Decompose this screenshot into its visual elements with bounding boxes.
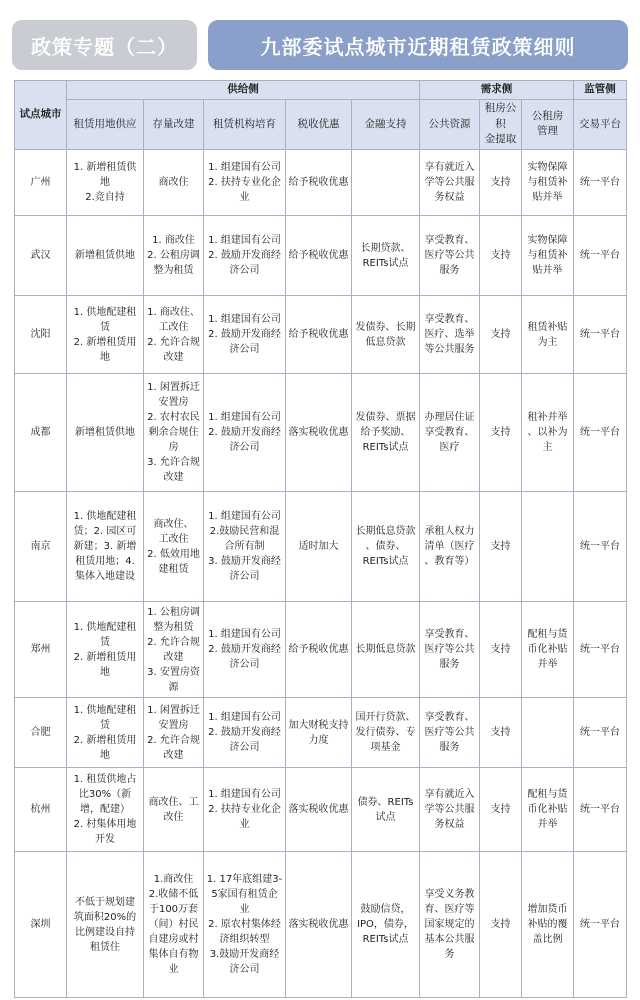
policy-cell — [522, 150, 574, 216]
policy-cell-text: 1. 组建国有公司 2.鼓励民营和混 合所有制 3. 鼓励开发商经 济公司 — [208, 511, 281, 582]
regulation-group-header: 监管侧 — [574, 81, 627, 100]
policy-cell-text: 1. 组建国有公司 2. 鼓励开发商经 济公司 — [208, 235, 281, 276]
policy-cell — [480, 492, 522, 602]
policy-cell-text: 配租与货 币化补贴 并举 — [527, 629, 568, 670]
policy-cell — [574, 150, 627, 216]
policy-cell-text: 1. 组建国有公司 2. 鼓励开发商经 济公司 — [208, 314, 281, 355]
policy-cell-text: 1. 租赁供地占 比30%（新 增，配建） 2. 村集体用地 开发 — [73, 774, 137, 845]
column-header-label: 租赁用地供应 — [73, 117, 137, 130]
policy-cell — [420, 768, 480, 852]
policy-cell-text: 长期低息贷款 — [355, 644, 416, 655]
policy-cell-text: 支持 — [490, 427, 511, 438]
policy-cell — [144, 852, 204, 998]
policy-cell-text: 1. 商改住、 工改住 2. 允许合规 改建 — [147, 306, 200, 363]
policy-cell-text: 支持 — [490, 919, 511, 930]
policy-cell — [286, 698, 352, 768]
policy-cell — [420, 852, 480, 998]
policy-cell — [204, 374, 286, 492]
policy-cell — [144, 216, 204, 296]
policy-cell-text: 给予税收优惠 — [288, 177, 349, 188]
policy-cell — [522, 602, 574, 698]
column-header-label: 金融支持 — [364, 117, 407, 130]
policy-cell — [204, 852, 286, 998]
policy-cell-text: 统一平台 — [580, 427, 621, 438]
policy-cell — [480, 296, 522, 374]
policy-cell — [352, 296, 420, 374]
policy-cell-text: 落实税收优惠 — [288, 427, 349, 438]
city-column-header: 试点城市 — [15, 81, 67, 150]
column-header — [480, 99, 522, 149]
policy-cell-text: 不低于规划建 筑面积20%的 比例建设自持 租赁住 — [73, 896, 137, 953]
policy-cell — [522, 492, 574, 602]
policy-cell-text: 1. 供地配建租 赁 2. 新增租赁用 地 — [73, 621, 137, 678]
policy-cell-text: 1. 公租房调 整为租赁 2. 允许合规 改建 3. 安置房资 源 — [147, 606, 200, 693]
policy-cell — [420, 216, 480, 296]
policy-cell-text: 给予税收优惠 — [288, 644, 349, 655]
policy-cell — [67, 150, 144, 216]
column-header-label: 租房公积 金提取 — [484, 101, 517, 146]
policy-cell — [286, 296, 352, 374]
policy-cell — [420, 698, 480, 768]
policy-cell — [420, 602, 480, 698]
policy-cell — [67, 492, 144, 602]
policy-cell-text: 发债券、票据 给予奖励、 REITs试点 — [355, 412, 416, 453]
city-cell: 成都 — [15, 374, 67, 492]
policy-cell — [480, 698, 522, 768]
policy-cell — [204, 768, 286, 852]
policy-cell-text: 1. 17年底组建3- 5家国有租赁企 业 2. 原农村集体经 济组织转型 3.鼓励开发商经 济公司 — [206, 874, 283, 975]
city-cell: 杭州 — [15, 768, 67, 852]
policy-cell — [67, 852, 144, 998]
policy-cell — [204, 150, 286, 216]
policy-cell-text: 1. 组建国有公司 2. 鼓励开发商经 济公司 — [208, 712, 281, 753]
policy-cell — [286, 602, 352, 698]
policy-cell — [420, 492, 480, 602]
policy-cell-text: 给予税收优惠 — [288, 329, 349, 340]
column-header-label: 租赁机构培育 — [213, 117, 276, 130]
policy-cell — [574, 602, 627, 698]
policy-cell — [574, 296, 627, 374]
policy-cell — [352, 852, 420, 998]
policy-cell — [574, 698, 627, 768]
policy-cell-text: 落实税收优惠 — [288, 804, 349, 815]
policy-cell — [144, 492, 204, 602]
policy-cell-text: 享有就近入 学等公共服 务权益 — [424, 789, 475, 830]
policy-cell-text: 统一平台 — [580, 644, 621, 655]
policy-cell-text: 加大财税支持 力度 — [288, 719, 349, 746]
policy-cell-text: 配租与货 币化补贴 并举 — [527, 789, 568, 830]
policy-cell — [67, 698, 144, 768]
column-header — [67, 99, 144, 149]
policy-cell — [522, 216, 574, 296]
policy-cell — [204, 492, 286, 602]
column-header-label: 公租房 管理 — [531, 109, 564, 138]
policy-cell-text: 1. 闲置拆迁 安置房 2. 允许合规 改建 — [147, 704, 200, 761]
policy-cell-text: 1. 闲置拆迁 安置房 2. 农村农民 剩余合规住 房 3. 允许合规 改建 — [147, 382, 200, 483]
policy-cell-text: 1. 组建国有公司 2. 鼓励开发商经 济公司 — [208, 629, 281, 670]
policy-cell — [352, 150, 420, 216]
policy-cell-text: 享受教育、 医疗等公共 服务 — [424, 235, 475, 276]
policy-cell — [574, 768, 627, 852]
column-header — [286, 99, 352, 149]
table-row — [15, 150, 627, 216]
policy-cell — [574, 852, 627, 998]
city-cell: 南京 — [15, 492, 67, 602]
policy-cell-text: 享受教育、 医疗、选举 等公共服务 — [424, 314, 475, 355]
policy-cell — [144, 374, 204, 492]
policy-cell — [480, 852, 522, 998]
policy-cell — [204, 698, 286, 768]
policy-cell — [522, 852, 574, 998]
policy-cell-text: 办理居住证 享受教育、 医疗 — [424, 412, 475, 453]
column-header — [522, 99, 574, 149]
policy-cell — [352, 374, 420, 492]
policy-cell — [286, 768, 352, 852]
policy-cell — [352, 216, 420, 296]
policy-cell-text: 新增租赁供地 — [75, 250, 135, 261]
policy-cell-text: 支持 — [490, 541, 511, 552]
policy-cell — [204, 296, 286, 374]
policy-cell — [574, 374, 627, 492]
column-header-label: 税收优惠 — [297, 117, 340, 130]
policy-cell-text: 统一平台 — [580, 541, 621, 552]
topic-tag: 政策专题（二） — [12, 20, 197, 70]
policy-cell — [522, 768, 574, 852]
policy-cell — [144, 150, 204, 216]
table-row — [15, 698, 627, 768]
page-header — [12, 20, 628, 70]
policy-cell-text: 统一平台 — [580, 329, 621, 340]
city-cell: 广州 — [15, 150, 67, 216]
page-title: 九部委试点城市近期租赁政策细则 — [208, 20, 628, 70]
column-header — [204, 99, 286, 149]
city-cell: 深圳 — [15, 852, 67, 998]
policy-cell — [67, 602, 144, 698]
policy-cell-text: 支持 — [490, 644, 511, 655]
column-header — [144, 99, 204, 149]
policy-cell — [352, 698, 420, 768]
policy-cell-text: 享有就近入 学等公共服 务权益 — [424, 162, 475, 203]
policy-cell-text: 商改住、工 改住 — [148, 796, 199, 823]
policy-cell — [522, 698, 574, 768]
policy-cell-text: 增加货币 补贴的覆 盖比例 — [527, 904, 568, 945]
policy-cell-text: 债券、REITs 试点 — [357, 796, 414, 823]
city-cell: 沈阳 — [15, 296, 67, 374]
policy-table — [14, 80, 627, 998]
policy-cell-text: 租赁补贴 为主 — [527, 321, 568, 348]
policy-cell-text: 享受教育、 医疗等公共 服务 — [424, 712, 475, 753]
column-header — [420, 99, 480, 149]
policy-cell-text: 1. 组建国有公司 2. 扶持专业化企 业 — [208, 162, 281, 203]
policy-cell-text: 商改住 — [158, 177, 189, 188]
policy-cell — [286, 852, 352, 998]
policy-cell — [204, 602, 286, 698]
policy-cell — [522, 374, 574, 492]
policy-cell-text: 1. 组建国有公司 2. 鼓励开发商经 济公司 — [208, 412, 281, 453]
table-row — [15, 492, 627, 602]
policy-cell-text: 新增租赁供地 — [75, 427, 135, 438]
policy-cell-text: 实物保障 与租赁补 贴并举 — [527, 162, 568, 203]
policy-cell-text: 支持 — [490, 727, 511, 738]
policy-cell — [352, 492, 420, 602]
policy-cell — [286, 150, 352, 216]
policy-cell-text: 1.商改住 2.收储不低 于100万套 （间）村民 自建房或村 集体自有物 业 — [148, 874, 199, 975]
column-header-label: 存量改建 — [152, 117, 195, 130]
policy-cell — [352, 768, 420, 852]
policy-cell — [144, 296, 204, 374]
supply-group-header: 供给侧 — [67, 81, 420, 100]
column-header — [352, 99, 420, 149]
policy-cell — [144, 698, 204, 768]
policy-cell-text: 适时加大 — [298, 541, 339, 552]
policy-cell-text: 发债券、长期 低息贷款 — [355, 321, 416, 348]
policy-cell-text: 长期低息贷款 、债券、 REITs试点 — [355, 526, 416, 567]
policy-cell — [67, 296, 144, 374]
policy-cell-text: 承租人权力 清单（医疗 、教育等） — [424, 526, 475, 567]
table-row — [15, 374, 627, 492]
policy-cell — [480, 150, 522, 216]
table-row — [15, 216, 627, 296]
policy-cell-text: 1. 供地配建租 赁 2. 新增租赁用 地 — [73, 306, 137, 363]
policy-cell-text: 统一平台 — [580, 804, 621, 815]
policy-cell-text: 统一平台 — [580, 177, 621, 188]
policy-cell-text: 统一平台 — [580, 727, 621, 738]
policy-cell-text: 1. 供地配建租 赁 2. 新增租赁用 地 — [73, 704, 137, 761]
policy-cell-text: 支持 — [490, 250, 511, 261]
policy-cell — [286, 216, 352, 296]
table-row — [15, 602, 627, 698]
policy-cell-text: 落实税收优惠 — [288, 919, 349, 930]
policy-cell-text: 1. 供地配建租 赁；2. 园区可 新建；3. 新增 租赁用地；4. 集体入地建设 — [73, 511, 137, 582]
policy-cell — [144, 768, 204, 852]
policy-cell-text: 商改住、 工改住 2. 低效用地 建租赁 — [147, 518, 200, 575]
policy-cell-text: 支持 — [490, 329, 511, 340]
policy-cell-text: 国开行贷款、 发行债券、专 项基金 — [355, 712, 416, 753]
policy-cell — [420, 296, 480, 374]
policy-cell — [286, 492, 352, 602]
policy-cell-text: 租补并举 、以补为 主 — [527, 412, 568, 453]
column-header-label: 交易平台 — [579, 117, 622, 130]
city-cell: 合肥 — [15, 698, 67, 768]
table-row — [15, 768, 627, 852]
policy-cell-text: 给予税收优惠 — [288, 250, 349, 261]
policy-cell — [522, 296, 574, 374]
policy-cell — [420, 374, 480, 492]
policy-cell — [67, 374, 144, 492]
policy-cell-text: 实物保障 与租赁补 贴并举 — [527, 235, 568, 276]
policy-cell-text: 统一平台 — [580, 250, 621, 261]
policy-cell — [144, 602, 204, 698]
policy-cell-text: 鼓励信贷， IPO，债券， REITs试点 — [357, 904, 414, 945]
table-row — [15, 296, 627, 374]
demand-group-header: 需求侧 — [420, 81, 574, 100]
city-cell: 武汉 — [15, 216, 67, 296]
policy-cell-text: 1. 组建国有公司 2. 扶持专业化企 业 — [208, 789, 281, 830]
column-header-label: 公共资源 — [428, 117, 471, 130]
policy-cell — [480, 768, 522, 852]
policy-cell — [574, 216, 627, 296]
policy-cell — [286, 374, 352, 492]
policy-cell — [574, 492, 627, 602]
city-cell: 郑州 — [15, 602, 67, 698]
policy-cell — [420, 150, 480, 216]
policy-cell-text: 支持 — [490, 804, 511, 815]
policy-cell — [480, 374, 522, 492]
policy-cell — [67, 216, 144, 296]
table-row — [15, 852, 627, 998]
policy-cell-text: 1. 商改住 2. 公租房调 整为租赁 — [147, 235, 200, 276]
policy-cell — [480, 216, 522, 296]
policy-cell — [204, 216, 286, 296]
policy-cell — [67, 768, 144, 852]
policy-cell — [352, 602, 420, 698]
policy-cell-text: 支持 — [490, 177, 511, 188]
policy-cell-text: 1. 新增租赁供 地 2.竞自持 — [73, 162, 137, 203]
policy-cell-text: 享受义务教 育、医疗等 国家规定的 基本公共服 务 — [424, 889, 475, 960]
policy-cell-text: 统一平台 — [580, 919, 621, 930]
policy-cell-text: 享受教育、 医疗等公共 服务 — [424, 629, 475, 670]
column-header — [574, 99, 627, 149]
policy-cell-text: 长期贷款、 REITs试点 — [360, 242, 411, 269]
policy-cell — [480, 602, 522, 698]
